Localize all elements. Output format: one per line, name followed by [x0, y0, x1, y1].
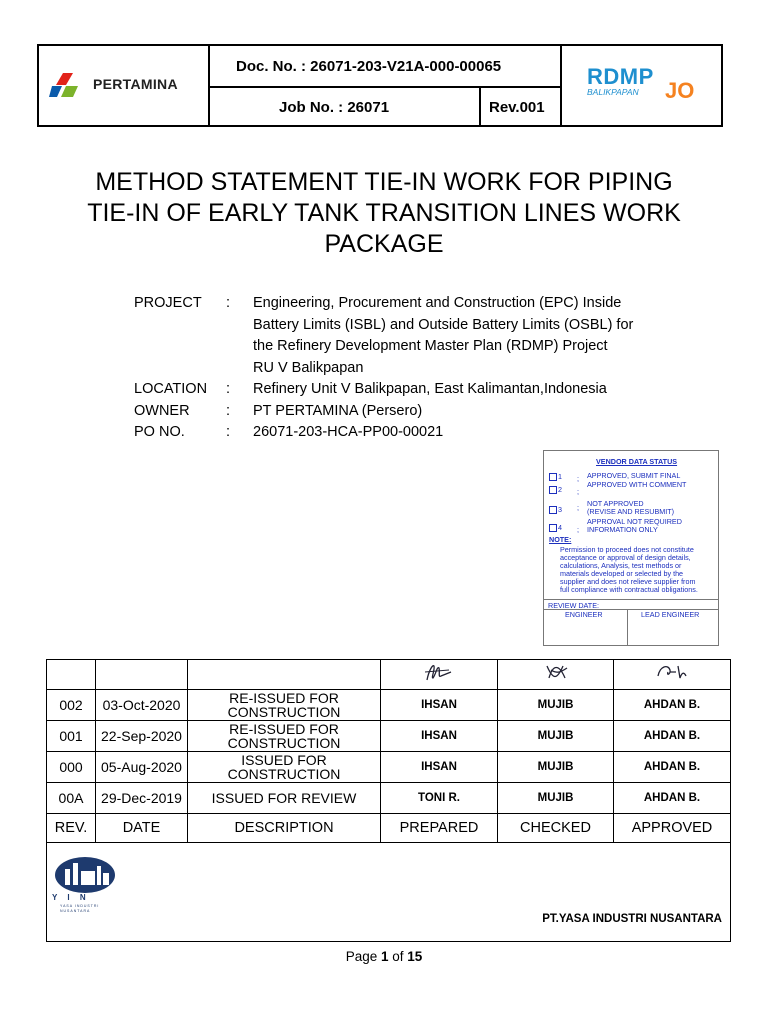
rdmp-logo-subtext: BALIKPAPAN: [587, 87, 639, 97]
yin-logo-mark-icon: [53, 853, 117, 893]
table-row: [47, 690, 731, 721]
pertamina-logo-text: PERTAMINA: [93, 76, 178, 92]
date-cell: 03-Oct-2020: [96, 690, 188, 721]
project-info: [0, 293, 768, 453]
prepared-cell: TONI R.: [381, 783, 498, 814]
date-cell: 22-Sep-2020: [96, 721, 188, 752]
table-cell: [47, 660, 96, 690]
stamp-note-line: calculations, Analysis, test methods or: [560, 561, 682, 570]
owner-label: OWNER: [134, 402, 190, 419]
column-header: REV.: [47, 814, 96, 843]
rev-cell: 002: [47, 690, 96, 721]
title-line: METHOD STATEMENT TIE-IN WORK FOR PIPING: [95, 168, 673, 196]
stamp-note-label: NOTE:: [549, 535, 572, 544]
project-value: RU V Balikpapan: [253, 359, 364, 376]
location-label: LOCATION: [134, 381, 208, 397]
stamp-note-line: supplier and does not relieve supplier from: [560, 577, 696, 586]
page-current: 1: [380, 949, 389, 964]
stamp-item-number: 4: [558, 523, 562, 532]
signature-icon: [539, 660, 573, 684]
stamp-note-line: full compliance with contractual obligations.: [560, 585, 698, 594]
approved-cell: AHDAN B.: [614, 783, 731, 814]
document-title: [60, 167, 708, 260]
location-value: Refinery Unit V Balikpapan, East Kalimantan,Indonesia: [253, 381, 607, 397]
description-cell: ISSUED FOR CONSTRUCTION: [188, 752, 381, 783]
stamp-item-text: APPROVED, SUBMIT FINAL: [587, 471, 681, 480]
stamp-divider: [627, 609, 628, 645]
rdmp-jo-logo: [569, 64, 714, 106]
approved-cell: AHDAN B.: [614, 690, 731, 721]
colon: :: [226, 381, 231, 397]
column-header: DATE: [96, 814, 188, 843]
stamp-note-line: acceptance or approval of design details,: [560, 553, 691, 562]
stamp-note-line: materials developed or selected by the: [560, 569, 684, 578]
checked-cell: MUJIB: [498, 752, 614, 783]
stamp-item-sep: ;: [577, 503, 579, 512]
page-footer: [0, 949, 768, 964]
prepared-cell: IHSAN: [381, 721, 498, 752]
colon: :: [226, 402, 231, 419]
header-divider: [479, 86, 481, 125]
project-value: the Refinery Development Master Plan (RDMP) Project: [253, 338, 608, 354]
title-line: TIE-IN OF EARLY TANK TRANSITION LINES WORK: [87, 199, 681, 227]
yin-logo-text: Y I N: [52, 893, 90, 902]
checked-cell: MUJIB: [498, 721, 614, 752]
pertamina-logo: [49, 68, 199, 102]
prepared-cell: IHSAN: [381, 752, 498, 783]
title-line: PACKAGE: [324, 230, 444, 258]
stamp-item-number: 1: [558, 472, 562, 481]
stamp-engineer: ENGINEER: [565, 610, 603, 619]
stamp-review-date: REVIEW DATE:: [548, 601, 599, 610]
signature-row: [47, 660, 731, 690]
stamp-item-number: 3: [558, 505, 562, 514]
stamp-divider: [544, 599, 718, 600]
table-row: [47, 752, 731, 783]
checked-cell: MUJIB: [498, 690, 614, 721]
stamp-item-sep: ;: [577, 474, 579, 483]
table-row: [47, 721, 731, 752]
date-cell: 29-Dec-2019: [96, 783, 188, 814]
approved-cell: AHDAN B.: [614, 721, 731, 752]
revision-table: [46, 659, 731, 942]
rev-cell: 00A: [47, 783, 96, 814]
checkbox-icon: [549, 473, 557, 481]
column-header: DESCRIPTION: [188, 814, 381, 843]
stamp-item-text: NOT APPROVED: [587, 499, 644, 508]
checked-signature: [498, 660, 614, 690]
owner-value: PT PERTAMINA (Persero): [253, 402, 423, 419]
vendor-data-status-stamp: [543, 450, 719, 646]
description-cell: RE-ISSUED FOR CONSTRUCTION: [188, 690, 381, 721]
header-divider: [208, 86, 560, 88]
page-total: 15: [407, 949, 423, 964]
page-prefix: Page: [345, 949, 381, 964]
table-row: [47, 783, 731, 814]
date-cell: 05-Aug-2020: [96, 752, 188, 783]
stamp-item-text: APPROVAL NOT REQUIRED: [587, 517, 682, 526]
doc-number: Doc. No. : 26071-203-V21A-000-00065: [236, 58, 502, 75]
yin-logo-subtext: YASA INDUSTRI NUSANTARA: [60, 904, 100, 913]
jo-logo-text: JO: [665, 78, 695, 103]
project-value: Battery Limits (ISBL) and Outside Battery Limits (OSBL) for: [253, 316, 634, 333]
colon: :: [226, 424, 231, 440]
checked-cell: MUJIB: [498, 783, 614, 814]
job-number: Job No. : 26071: [279, 99, 390, 116]
contractor-row: [47, 843, 731, 942]
approved-signature: [614, 660, 731, 690]
prepared-signature: [381, 660, 498, 690]
prepared-cell: IHSAN: [381, 690, 498, 721]
checkbox-icon: [549, 524, 557, 532]
stamp-item-subtext: (REVISE AND RESUBMIT): [587, 507, 675, 516]
stamp-item-subtext: INFORMATION ONLY: [587, 525, 658, 534]
approved-cell: AHDAN B.: [614, 752, 731, 783]
column-header: PREPARED: [381, 814, 498, 843]
stamp-item-sep: ;: [577, 525, 579, 534]
po-label: PO NO.: [134, 424, 185, 440]
table-header-row: [47, 814, 731, 843]
stamp-item-sep: ;: [577, 487, 579, 496]
table-cell: [188, 660, 381, 690]
stamp-lead-engineer: LEAD ENGINEER: [641, 610, 700, 619]
stamp-item-number: 2: [558, 485, 562, 494]
checkbox-icon: [549, 486, 557, 494]
stamp-note-line: Permission to proceed does not constitute: [560, 545, 694, 554]
contractor-cell: [47, 843, 731, 942]
column-header: CHECKED: [498, 814, 614, 843]
project-label: PROJECT: [134, 295, 202, 311]
checkbox-icon: [549, 506, 557, 514]
table-cell: [96, 660, 188, 690]
rev-cell: 000: [47, 752, 96, 783]
colon: :: [226, 295, 231, 311]
description-cell: ISSUED FOR REVIEW: [188, 783, 381, 814]
document-header: [37, 44, 723, 127]
page-of: of: [388, 949, 408, 964]
stamp-title: VENDOR DATA STATUS: [596, 457, 678, 466]
pertamina-logo-mark-icon: [49, 70, 89, 100]
project-value: Engineering, Procurement and Construction (EPC) Inside: [253, 295, 622, 311]
column-header: APPROVED: [614, 814, 731, 843]
rev-cell: 001: [47, 721, 96, 752]
po-value: 26071-203-HCA-PP00-00021: [253, 424, 444, 440]
header-divider: [560, 46, 562, 125]
rdmp-logo-text: RDMP: [587, 64, 654, 89]
description-cell: RE-ISSUED FOR CONSTRUCTION: [188, 721, 381, 752]
yin-logo: [50, 853, 120, 913]
signature-icon: [419, 660, 459, 684]
contractor-name: PT.YASA INDUSTRI NUSANTARA: [542, 913, 722, 925]
revision-number: Rev.001: [489, 99, 545, 116]
signature-icon: [652, 660, 692, 684]
stamp-item-text: APPROVED WITH COMMENT: [587, 480, 687, 489]
